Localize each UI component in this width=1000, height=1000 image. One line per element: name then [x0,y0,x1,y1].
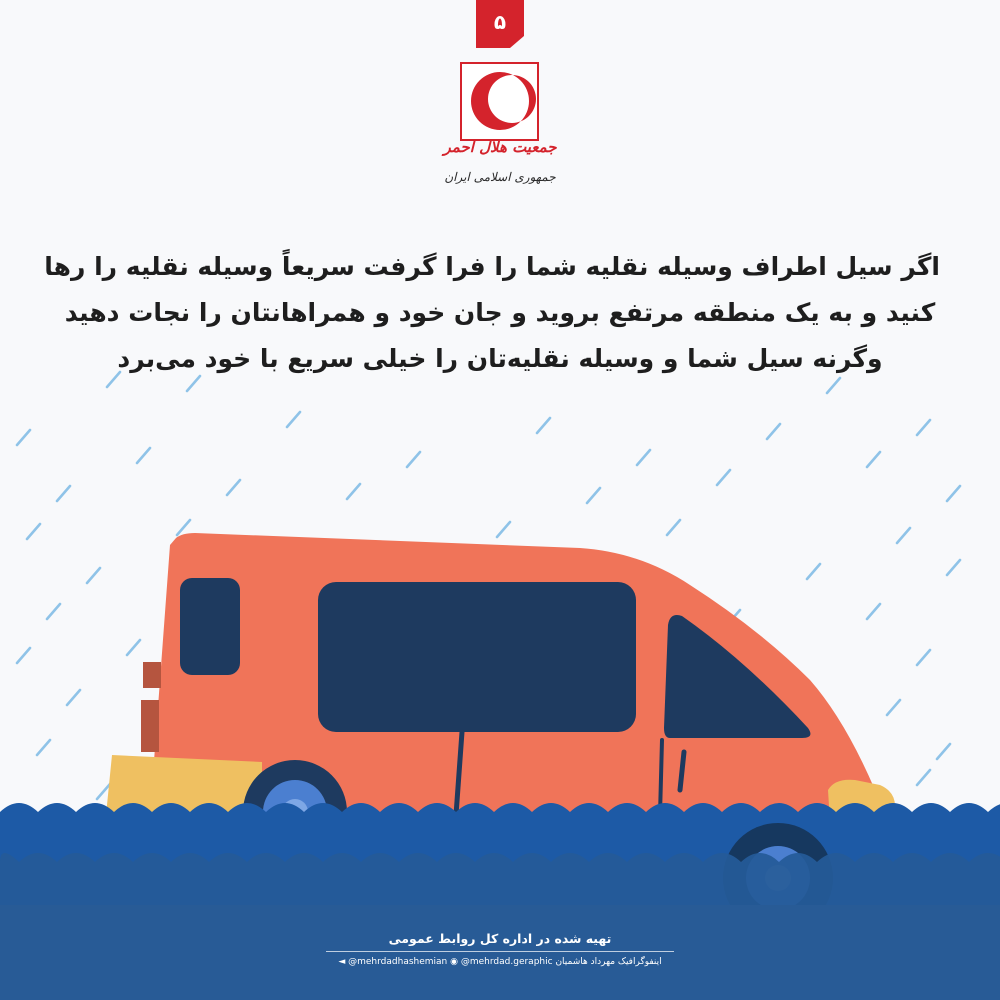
page-number: ۵ [493,10,507,34]
telegram-handle: @mehrdadhashemian [348,957,448,967]
instagram-icon: ◉ [450,957,458,967]
rain-drop [37,740,50,755]
rain-drop [917,770,930,785]
rain-drop [917,420,930,435]
rain-drop [17,430,30,445]
telegram-icon: ◄ [338,957,346,967]
van-side-light [143,662,161,688]
rain-drop [637,450,650,465]
organization-name: جمعیت هلال احمر [443,138,557,156]
rain-drop [127,640,140,655]
rain-drop [887,700,900,715]
rain-drop [27,524,40,539]
credit-handles [326,951,674,969]
rain-drop [667,520,680,535]
rain-drop [537,418,550,433]
red-crescent-logo [461,63,538,140]
rain-drop [937,744,950,759]
message-line: اگر سیل اطراف وسیله نقلیه شما را فرا گرفت سریعاً وسیله نقلیه را رها [44,252,940,281]
instagram-handle: @mehrdad.geraphic [460,957,553,967]
message-line: کنید و به یک منطقه مرتفع بروید و جان خود و همراهانتان را نجات دهید [64,298,936,327]
van-rear-window [180,578,240,675]
rain-drop [17,648,30,663]
rain-drop [947,560,960,575]
van-side-window [318,582,636,732]
rain-drop [917,650,930,665]
rain-drop [227,480,240,495]
safety-message [44,244,940,382]
rain-drop [287,412,300,427]
rain-drop [497,522,510,537]
rain-drop [717,470,730,485]
rain-drop [947,486,960,501]
rain-drop [897,528,910,543]
rain-drop [587,488,600,503]
organization-subtitle: جمهوری اسلامی ایران [444,170,556,184]
rain-drop [867,604,880,619]
rain-drop [67,690,80,705]
rain-drop [407,452,420,467]
rain-drop [87,568,100,583]
flood-water [0,803,1000,1000]
rain-drop [807,564,820,579]
rain-drop [867,452,880,467]
van-side-light [141,700,159,752]
message-line: وگرنه سیل شما و وسیله نقلیه‌تان را خیلی سریع با خود می‌برد [117,344,883,373]
rain-drop [347,484,360,499]
credit-title: تهیه شده در اداره کل روابط عمومی [388,931,612,946]
rain-drop [57,486,70,501]
rain-drop [177,520,190,535]
rain-drop [47,604,60,619]
credit-block [320,930,680,969]
rain-drop [767,424,780,439]
designer-credit: اینفوگرافیک مهرداد هاشمیان [555,957,662,967]
rain-drop [137,448,150,463]
